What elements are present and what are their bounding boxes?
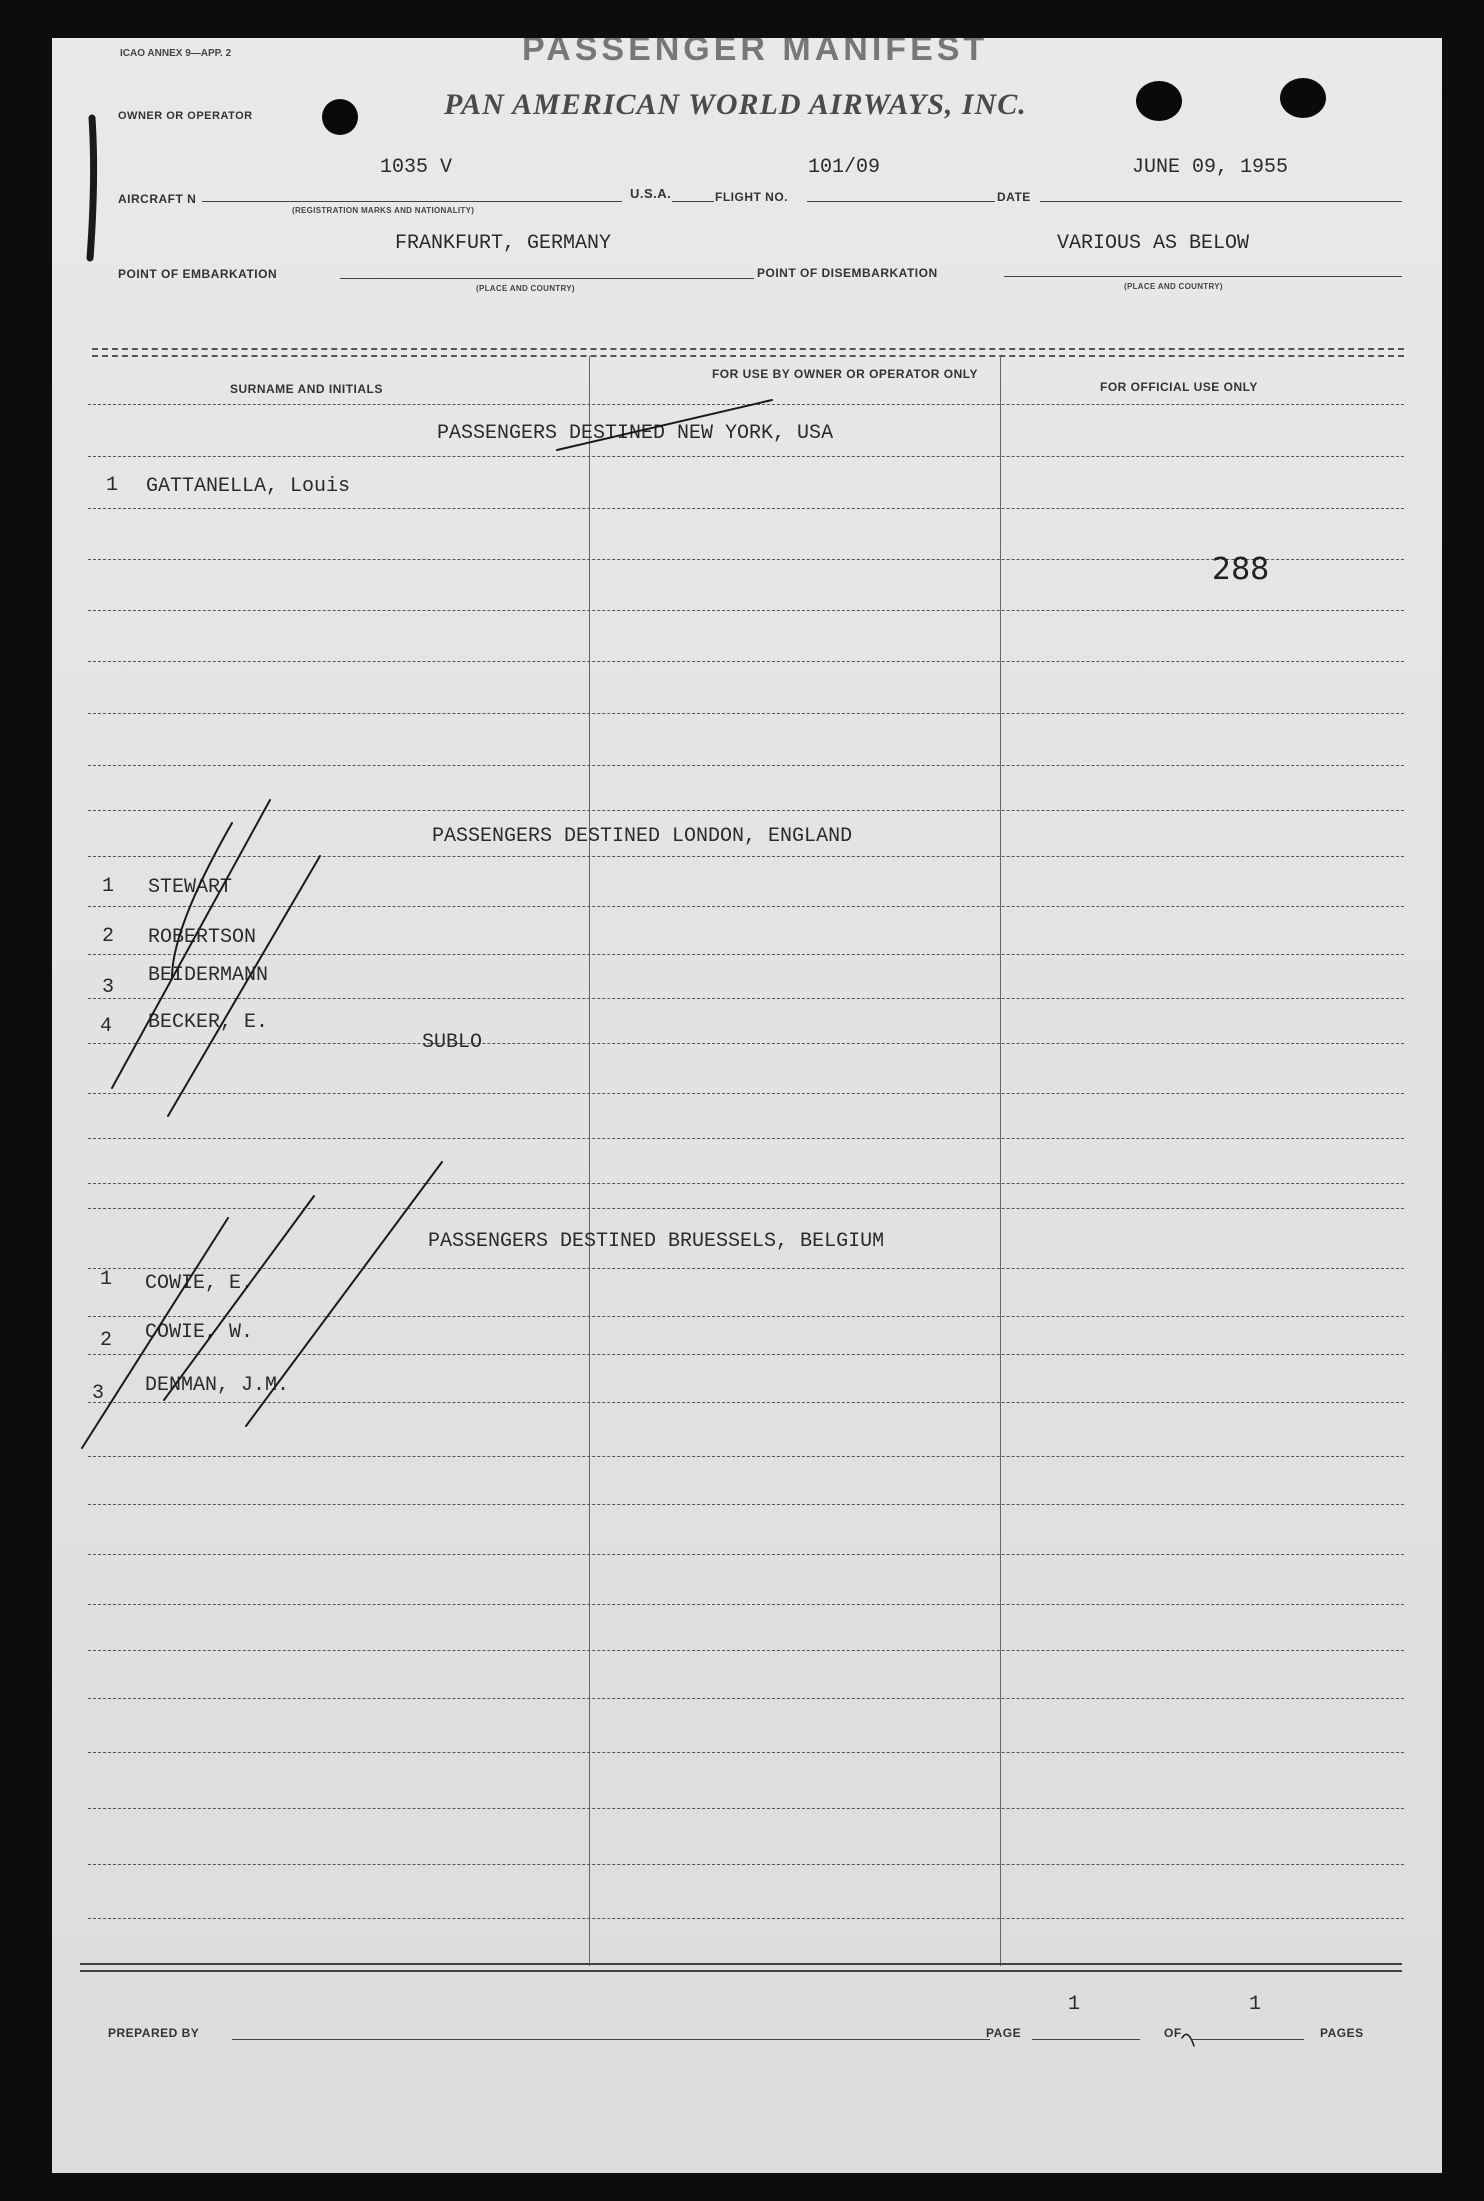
pages-label: PAGES — [1320, 2026, 1364, 2040]
disembarkation-value: VARIOUS AS BELOW — [1057, 232, 1250, 255]
nationality: U.S.A. — [630, 186, 672, 201]
official-stamp-number: 288 — [1212, 552, 1270, 587]
passenger-name: BECKER, E. — [148, 1011, 269, 1034]
page-label: PAGE — [986, 2026, 1022, 2040]
aircraft-value: 1035 V — [380, 156, 453, 179]
passenger-name: STEWART — [148, 876, 233, 899]
aircraft-label: AIRCRAFT N — [118, 192, 197, 206]
col-header-surname: SURNAME AND INITIALS — [230, 382, 383, 396]
passenger-name: BEIDERMANN — [148, 964, 269, 987]
col-header-official: FOR OFFICIAL USE ONLY — [1100, 380, 1258, 394]
margin-ink-stroke — [90, 118, 94, 258]
check-mark — [164, 1196, 314, 1400]
passenger-name: COWIE, E. — [145, 1272, 254, 1295]
check-mark — [82, 1218, 228, 1448]
of-label: OF — [1164, 2026, 1182, 2040]
manifest-sheet — [52, 38, 1442, 2173]
check-mark — [557, 400, 772, 450]
section-heading-london: PASSENGERS DESTINED LONDON, ENGLAND — [432, 825, 853, 848]
disembarkation-place-note: (PLACE AND COUNTRY) — [1124, 282, 1223, 291]
embarkation-label: POINT OF EMBARKATION — [118, 267, 278, 281]
form-code: ICAO ANNEX 9—APP. 2 — [120, 48, 232, 59]
col-header-owner-use: FOR USE BY OWNER OR OPERATOR ONLY — [711, 367, 979, 381]
prepared-by-label: PREPARED BY — [108, 2026, 200, 2040]
passenger-number: 3 — [102, 976, 115, 999]
passenger-name: GATTANELLA, Louis — [146, 475, 351, 498]
disembarkation-label: POINT OF DISEMBARKATION — [757, 266, 938, 280]
embarkation-place-note: (PLACE AND COUNTRY) — [476, 284, 575, 293]
passenger-number: 1 — [102, 875, 115, 898]
flight-label: FLIGHT NO. — [715, 190, 788, 204]
passenger-name: COWIE, W. — [145, 1321, 254, 1344]
passenger-number: 2 — [102, 925, 115, 948]
page-value: 1 — [1068, 1993, 1081, 2016]
passenger-name: ROBERTSON — [148, 926, 257, 949]
check-mark — [112, 800, 270, 1088]
flight-value: 101/09 — [808, 156, 881, 179]
passenger-note: SUBLO — [422, 1031, 483, 1054]
check-mark — [1182, 2034, 1194, 2046]
owner-label: OWNER OR OPERATOR — [118, 110, 253, 122]
check-mark — [172, 823, 232, 978]
passenger-number: 3 — [92, 1382, 105, 1405]
check-mark — [168, 856, 320, 1116]
form-title: PASSENGER MANIFEST — [522, 38, 989, 68]
passenger-number: 4 — [100, 1015, 113, 1038]
date-label: DATE — [997, 190, 1031, 204]
section-heading-new-york: PASSENGERS DESTINED NEW YORK, USA — [437, 422, 834, 445]
pages-value: 1 — [1249, 1993, 1262, 2016]
embarkation-value: FRANKFURT, GERMANY — [395, 232, 612, 255]
registration-note: (REGISTRATION MARKS AND NATIONALITY) — [292, 206, 475, 215]
check-mark — [246, 1162, 442, 1426]
owner-name: PAN AMERICAN WORLD AIRWAYS, INC. — [444, 88, 1027, 121]
passenger-number: 1 — [106, 474, 119, 497]
passenger-number: 2 — [100, 1329, 113, 1352]
passenger-name: DENMAN, J.M. — [145, 1374, 290, 1397]
passenger-number: 1 — [100, 1268, 113, 1291]
section-heading-bruessels: PASSENGERS DESTINED BRUESSELS, BELGIUM — [428, 1230, 885, 1253]
date-value: JUNE 09, 1955 — [1132, 156, 1289, 179]
handwritten-marks — [52, 38, 1442, 2173]
